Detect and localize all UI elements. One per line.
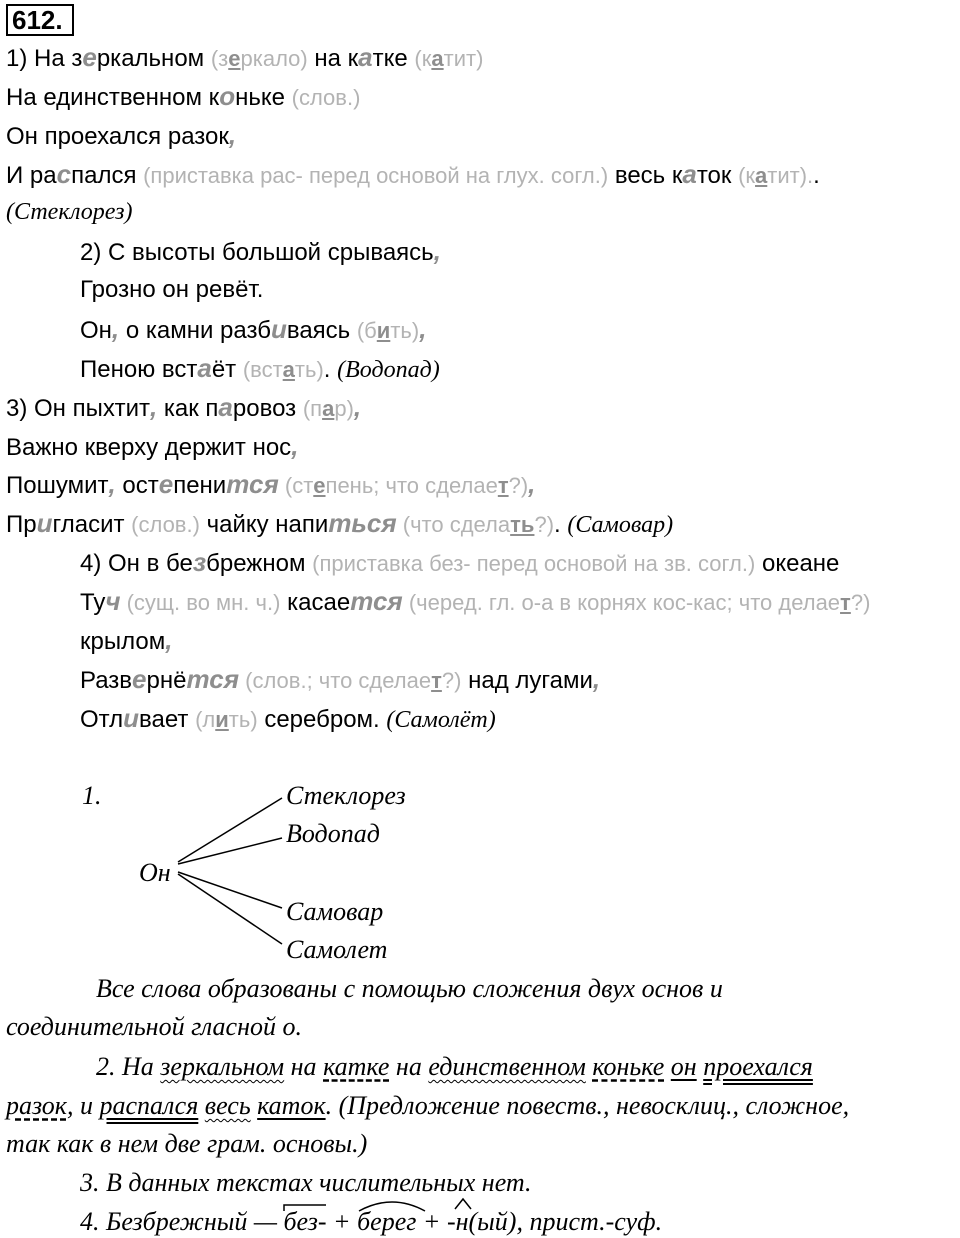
hint-letter: и (215, 707, 229, 732)
text: ток (696, 162, 739, 189)
text: ваясь (286, 317, 357, 344)
hint: ркало) (240, 46, 308, 71)
diagram-line-3 (178, 872, 282, 908)
text: как п (157, 395, 219, 422)
poem2-line2: Грозно он ревёт. (80, 276, 264, 303)
text: тке (372, 45, 415, 72)
word: на (290, 1052, 317, 1081)
suffix-text: н (455, 1207, 469, 1236)
hint: (слов.; что сделае (239, 668, 432, 693)
text: (ый), прист.-суф. (468, 1207, 663, 1236)
word-adverbial: коньке (592, 1052, 665, 1081)
answer2-line1 (96, 1052, 813, 1082)
diagram-line-4 (178, 874, 282, 944)
word-adverbial: катке (323, 1052, 390, 1081)
text: рнё (146, 667, 187, 694)
word-subject: каток (257, 1091, 326, 1120)
root-morpheme (357, 1207, 416, 1237)
hint: тит). (767, 163, 814, 188)
word-adverbial: разок (6, 1091, 67, 1120)
text: касае (280, 589, 351, 616)
diagram-leaf: Стеклорез (286, 781, 406, 810)
text: гласит (52, 511, 132, 538)
highlight-letter: е (82, 42, 97, 72)
text: серебром. (257, 706, 387, 733)
hint: ть) (228, 707, 258, 732)
highlight-comma: , (111, 314, 120, 344)
highlight-comma: , (291, 431, 299, 461)
poem1-riddle: (Стеклорез) (6, 199, 133, 225)
diagram-root: Он (139, 858, 171, 887)
text: Ту (80, 589, 106, 616)
highlight-comma: , (528, 469, 536, 499)
text: 3) Он пыхтит (6, 395, 150, 422)
text: И ра (6, 162, 57, 189)
text: брежном (206, 550, 313, 577)
hint-letter: е (228, 46, 241, 71)
highlight-letter: о (219, 81, 236, 111)
hint-letter: т (431, 668, 442, 693)
hint-letter: а (322, 396, 335, 421)
text: . (323, 356, 338, 383)
answer2-line3: так как в нем две грам. основы.) (6, 1129, 368, 1158)
text: над лугами (461, 667, 593, 694)
highlight-letter: е (132, 664, 147, 694)
highlight-comma: , (353, 392, 362, 422)
highlight-letter: а (197, 353, 212, 383)
riddle-answer: (Самолёт) (386, 707, 496, 733)
suffix-caret-icon (454, 1197, 472, 1211)
hint: (приставка без- перед основой на зв. согл.) (312, 551, 756, 576)
text: ёт (211, 356, 243, 383)
hint: (з (210, 46, 229, 71)
highlight-comma: , (108, 469, 116, 499)
hint-letter: а (431, 46, 444, 71)
word-definition: единственном (428, 1052, 586, 1081)
word-definition: весь (204, 1091, 251, 1120)
prefix-morpheme (283, 1207, 317, 1237)
text: 1) На з (6, 45, 83, 72)
root-text: берег (357, 1207, 417, 1236)
highlight-ending: тся (186, 664, 240, 694)
highlight-comma: , (165, 625, 173, 655)
text: ньке (235, 84, 292, 111)
text: ркальном (96, 45, 211, 72)
text: Пошумит (6, 472, 109, 499)
diagram-label: 1. (82, 781, 102, 810)
highlight-letter: с (56, 159, 72, 189)
hint: (приставка рас- перед основой на глух. согл.) (143, 163, 609, 188)
hint: ть) (294, 357, 324, 382)
hint: (ст (278, 473, 314, 498)
answer1-line2: соединительной гласной о. (6, 1012, 302, 1041)
answer3: 3. В данных текстах числительных нет. (80, 1168, 532, 1197)
highlight-letter: а (682, 159, 697, 189)
text: океане (755, 550, 840, 577)
hint: ?) (850, 590, 871, 615)
text: . (813, 162, 820, 189)
highlight-letter: а (358, 42, 373, 72)
text: Он проехался разок (6, 123, 229, 150)
diagram-line-1 (178, 798, 282, 862)
hint: р) (334, 396, 354, 421)
highlight-ending: тся (350, 586, 403, 616)
highlight-comma: , (228, 120, 237, 150)
word-predicate: распался (99, 1091, 199, 1120)
text: весь к (608, 162, 683, 189)
task-number: 612. (6, 4, 74, 36)
hint: (слов.) (131, 512, 200, 537)
hint: (сущ. во мн. ч.) (120, 590, 281, 615)
diagram-leaf: Самолет (286, 935, 388, 964)
text: 2) С высоты большой срываясь (80, 239, 434, 266)
text: , и (66, 1091, 100, 1120)
word-predicate: проехался (703, 1052, 813, 1081)
diagram-line-2 (178, 838, 282, 864)
hint-letter: е (313, 473, 326, 498)
text: 4. Безбрежный — (80, 1207, 284, 1236)
suffix-morpheme (456, 1207, 469, 1237)
hint: (б (356, 318, 377, 343)
highlight-ending: тся (226, 469, 279, 499)
riddle-answer: (Самовар) (567, 512, 674, 538)
text: на к (307, 45, 359, 72)
text: Пр (6, 511, 37, 538)
prefix-text: без (283, 1207, 318, 1236)
hint: ?) (508, 473, 529, 498)
diagram-leaf: Самовар (286, 897, 384, 926)
text: вает (139, 706, 196, 733)
highlight-letter: и (36, 508, 53, 538)
text: Отл (80, 706, 124, 733)
text: пался (71, 162, 144, 189)
text: 4) Он в бе (80, 550, 193, 577)
root-arc-icon (357, 1199, 427, 1213)
text: На единственном к (6, 84, 220, 111)
text: ровоз (232, 395, 303, 422)
highlight-letter: и (123, 703, 140, 733)
highlight-letter: а (218, 392, 233, 422)
hint-letter: а (282, 357, 295, 382)
text: . (554, 511, 568, 538)
text: Разв (80, 667, 133, 694)
text: пени (173, 472, 227, 499)
text: Он (80, 317, 112, 344)
highlight-comma: , (592, 664, 601, 694)
highlight-comma: , (419, 314, 427, 344)
hint: (к (738, 163, 756, 188)
hint: (вст (242, 357, 283, 382)
text: - + (317, 1207, 358, 1236)
hint-letter: ть (510, 512, 535, 537)
hint: (слов.) (291, 85, 361, 110)
hint: ?) (441, 668, 462, 693)
hint-letter: т (497, 473, 509, 498)
hint: (п (302, 396, 323, 421)
hint: ть) (390, 318, 420, 343)
answer2-line2 (6, 1091, 849, 1121)
diagram-leaf: Водопад (286, 819, 380, 848)
highlight-ending: ться (328, 508, 397, 538)
text: + - (416, 1207, 456, 1236)
answer1-line1: Все слова образованы с помощью сложения двух основ и (96, 974, 723, 1003)
text: о камни разб (119, 317, 271, 344)
highlight-comma: , (149, 392, 158, 422)
hint: пень; что сделае (325, 473, 498, 498)
hint: тит) (443, 46, 484, 71)
hint: (к (414, 46, 432, 71)
text: чайку напи (199, 511, 329, 538)
highlight-comma: , (433, 236, 441, 266)
word: На (122, 1052, 154, 1081)
prefix-mark-icon (283, 1203, 327, 1213)
highlight-letter: е (158, 469, 174, 499)
riddle-answer: (Водопад) (337, 357, 440, 383)
text: 2. (96, 1052, 122, 1081)
hint-letter: а (755, 163, 768, 188)
text: крылом (80, 628, 166, 655)
hint: (черед. гл. о-а в корнях кос-кас; что делае (402, 590, 841, 615)
text: . (Предложение повеств., невосклиц., сложное, (325, 1091, 850, 1120)
word-subject: он (670, 1052, 697, 1081)
answer4 (80, 1207, 662, 1237)
hint-letter: и (376, 318, 391, 343)
highlight-letter: и (270, 314, 287, 344)
word-definition: зеркальном (160, 1052, 285, 1081)
hint: ?) (534, 512, 555, 537)
text: Важно кверху держит нос (6, 434, 292, 461)
word: на (395, 1052, 422, 1081)
text: ост (115, 472, 159, 499)
highlight-letter: ч (105, 586, 121, 616)
highlight-letter: з (192, 547, 207, 577)
hint: (что сдела (396, 512, 511, 537)
text: Пеною вст (80, 356, 198, 383)
hint: (л (195, 707, 216, 732)
hint-letter: т (840, 590, 851, 615)
